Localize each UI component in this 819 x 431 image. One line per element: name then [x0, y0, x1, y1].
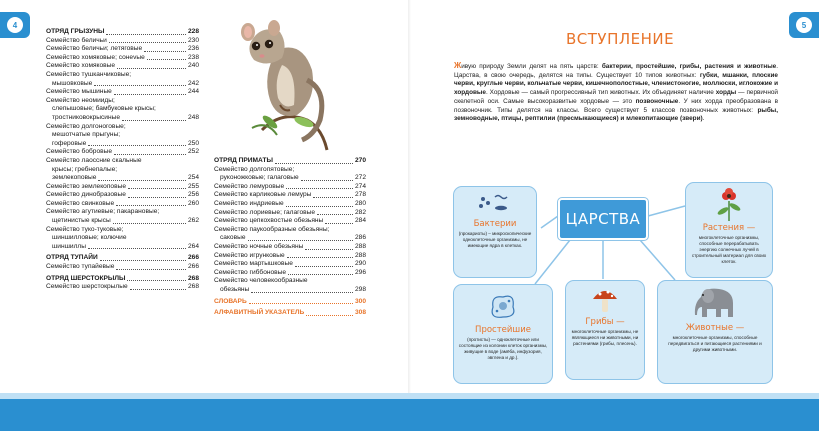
toc-entry-title: Семейство гиббоновые: [214, 268, 287, 276]
page-number-left: 4: [7, 17, 23, 33]
toc-entry: [214, 260, 366, 269]
kingdoms-center-title: ЦАРСТВА: [558, 198, 648, 240]
toc-entry-page: 282: [354, 208, 366, 216]
page-number-tab-right: [789, 12, 819, 38]
intro-bold-term: рыбы, земноводные, птицы, рептилии (пресмыкающиеся) и млекопитающие (звери): [454, 106, 778, 123]
intro-bold-term: позвоночные: [635, 97, 679, 105]
toc-entry-line: Семейство паукообразные обезьяны;: [214, 225, 330, 233]
toc-dot-leader: [114, 154, 186, 155]
toc-dot-leader: [313, 197, 353, 198]
intro-paragraph: [454, 62, 778, 124]
toc-entry-title: Семейство индриевые: [214, 199, 284, 207]
toc-entry-line: Семейство долгопятовые;: [214, 165, 295, 173]
toc-entry: [46, 254, 199, 263]
toc-entry-page: 254: [187, 174, 199, 182]
toc-entry-page: 242: [187, 79, 199, 87]
toc-dot-leader: [288, 274, 353, 275]
toc-dot-leader: [116, 269, 186, 270]
protists-description: (протисты) — одноклеточные или состоящие из колонии клеток организмы, живущие в воде (амёба, инфузория, эвглена и др.).: [458, 337, 548, 360]
toc-entry-page: 262: [187, 217, 199, 225]
toc-entry-title: Семейство лемуровые: [214, 182, 285, 190]
intro-text-segment: . Царства, в свою очередь, делятся на типы. Существует 10 типов животных:: [454, 63, 778, 79]
toc-entry-title: ОТРЯД ГРЫЗУНЫ: [46, 28, 105, 35]
intro-text-segment: ивую природу Земли делят на пять царств:: [461, 63, 602, 70]
toc-entry-page: 298: [354, 285, 366, 293]
toc-entry-title: АЛФАВИТНЫЙ УКАЗАТЕЛЬ: [214, 309, 305, 317]
toc-entry-page: 240: [187, 62, 199, 70]
toc-dot-leader: [306, 315, 353, 316]
toc-entry: [214, 298, 366, 307]
table-of-contents-right: [214, 157, 366, 318]
toc-entry-title: Семейство шерстокрылые: [46, 283, 128, 291]
toc-entry-page: 252: [187, 148, 199, 156]
toc-dot-leader: [98, 180, 186, 181]
toc-entry-page: 300: [354, 297, 366, 305]
toc-entry-page: 266: [187, 263, 199, 271]
toc-entry-title: Семейство хомяковые: [46, 62, 116, 70]
toc-entry-title: Семейство цепкохвостые обезьяны: [214, 217, 324, 225]
toc-entry-page: 248: [187, 113, 199, 121]
toc-entry: [46, 174, 199, 183]
toc-entry-title: Семейство бобровые: [46, 148, 113, 156]
toc-entry-page: 268: [187, 274, 199, 282]
toc-entry-title: саковые: [220, 234, 246, 242]
toc-entry: [214, 217, 366, 226]
toc-entry: [46, 88, 199, 97]
toc-entry-page: 284: [354, 217, 366, 225]
toc-dot-leader: [88, 248, 186, 249]
toc-entry-line: Семейство туко-туковые;: [46, 225, 124, 233]
page-gutter: [408, 0, 411, 393]
footer-band: [0, 399, 819, 431]
toc-entry: [214, 243, 366, 252]
toc-entry-line: Семейство агутиевые; пакарановые;: [46, 208, 160, 216]
toc-entry-title: ОТРЯД ТУПАЙИ: [46, 254, 98, 262]
toc-entry-title: тростниковокрысиные: [52, 113, 121, 121]
toc-entry-title: Семейство игрунковые: [214, 251, 285, 259]
toc-entry-title: Семейство лориевые; галаговые: [214, 208, 316, 216]
toc-entry-title: Семейство беличьи: [46, 36, 107, 44]
toc-entry: [214, 234, 366, 243]
toc-dot-leader: [130, 289, 186, 290]
toc-entry-page: 288: [354, 251, 366, 259]
toc-entry-page: 296: [354, 268, 366, 276]
intro-text-segment: .: [702, 115, 705, 123]
toc-dot-leader: [317, 214, 353, 215]
toc-entry-page: 290: [354, 260, 366, 268]
toc-entry-line: шиншилловые; колючие: [52, 234, 127, 242]
mushroom-icon: [589, 285, 621, 315]
toc-entry-page: 236: [187, 45, 199, 53]
toc-entry: [46, 275, 199, 284]
toc-entry-page: 270: [354, 157, 366, 164]
intro-text-segment: . Хордовые — самый прогрессивный тип животных. Их объединяет наличие: [485, 89, 716, 97]
toc-entry-title: Семейство карликовые лемуры: [214, 191, 312, 199]
toc-dot-leader: [122, 120, 186, 121]
toc-entry-page: 228: [187, 28, 199, 35]
toc-dot-leader: [100, 260, 186, 261]
intro-text-segment: . У них хорда преобразована в позвоночник. Типы делятся на классы. Всего существует 5 классов позвоночных животных:: [454, 97, 778, 114]
possum-illustration: [222, 10, 332, 155]
toc-entry: [46, 217, 199, 226]
toc-entry-page: 230: [187, 36, 199, 44]
toc-dot-leader: [251, 292, 353, 293]
toc-entry: [46, 28, 199, 37]
toc-entry-title: шиншиллы: [52, 242, 87, 250]
kingdom-card-animals: [657, 280, 773, 384]
toc-entry-page: 286: [354, 234, 366, 242]
toc-entry-page: 244: [187, 88, 199, 96]
toc-entry-title: ОТРЯД ШЕРСТОКРЫЛЫ: [46, 274, 126, 282]
toc-dot-leader: [325, 223, 353, 224]
toc-entry-title: землекоповые: [52, 174, 97, 182]
toc-dot-leader: [286, 206, 353, 207]
toc-entry-page: 250: [187, 139, 199, 147]
kingdoms-diagram: [445, 176, 785, 386]
toc-entry: [46, 191, 199, 200]
toc-dot-leader: [301, 180, 353, 181]
toc-entry-page: 278: [354, 191, 366, 199]
toc-entry-line: слепышовые; бамбуковые крысы;: [52, 105, 156, 113]
plants-name: Растения —: [702, 223, 756, 233]
protist-icon: [483, 289, 523, 323]
toc-entry: [46, 37, 199, 46]
toc-entry-page: 238: [187, 53, 199, 61]
plants-description: многоклеточные организмы, способные перерабатывать энергию солнечных лучей в строительный материал для своих клеток.: [691, 235, 767, 264]
toc-dot-leader: [109, 42, 186, 43]
animals-name: Животные —: [685, 323, 745, 333]
toc-dot-leader: [94, 85, 186, 86]
toc-entry-page: 260: [187, 199, 199, 207]
bacteria-icon: [475, 191, 515, 217]
kingdom-card-fungi: [565, 280, 645, 380]
toc-entry-title: Семейство хомяковые; сонevые: [46, 53, 145, 61]
toc-entry-page: 255: [187, 182, 199, 190]
elephant-icon: [691, 285, 739, 321]
toc-entry-page: 256: [187, 191, 199, 199]
toc-entry-title: руконожковые; галаговые: [220, 174, 299, 182]
toc-entry: [46, 243, 199, 252]
toc-dot-leader: [275, 163, 353, 164]
kingdom-card-plants: [685, 182, 773, 278]
toc-entry-line: Семейство тушканчиковые;: [46, 70, 132, 78]
intro-bold-term: хорды: [715, 89, 737, 97]
toc-entry: [214, 174, 366, 183]
intro-text-segment: — первичной скелетной оси. Самые высокоразвитые хордовые — это: [454, 89, 778, 105]
kingdom-card-bacteria: [453, 186, 537, 278]
toc-entry: [214, 209, 366, 218]
toc-entry: [46, 114, 199, 123]
bacteria-name: Бактерии: [473, 219, 517, 229]
toc-entry: [46, 263, 199, 272]
toc-entry-page: 308: [354, 309, 366, 317]
toc-entry: [46, 45, 199, 54]
table-of-contents-left: [46, 28, 199, 292]
toc-dot-leader: [128, 197, 186, 198]
toc-dot-leader: [287, 257, 353, 258]
toc-entry-title: Семейство беличьи; летяговые: [46, 45, 143, 53]
page-number-right: 5: [796, 17, 812, 33]
toc-entry-title: Семейство ночные обезьяны: [214, 242, 304, 250]
toc-entry-line: Семейство неомииды;: [46, 96, 115, 104]
toc-entry: [214, 309, 366, 318]
animals-description: многоклеточные организмы, способные передвигаться и питающиеся растениями и другими животными.: [668, 335, 762, 352]
toc-entry: [46, 80, 199, 89]
toc-entry-title: СЛОВАРЬ: [214, 297, 247, 305]
toc-dot-leader: [144, 51, 186, 52]
drop-cap: Ж: [454, 61, 462, 70]
toc-dot-leader: [286, 188, 353, 189]
toc-dot-leader: [88, 145, 186, 146]
toc-dot-leader: [127, 280, 186, 281]
toc-entry-line: Семейство лаоссние скальные: [46, 156, 142, 164]
toc-entry: [214, 191, 366, 200]
intro-title: ВСТУПЛЕНИЕ: [566, 30, 675, 48]
toc-entry-title: Семейство мышиные: [46, 88, 112, 96]
toc-entry: [214, 200, 366, 209]
toc-entry: [46, 148, 199, 157]
toc-entry-page: 274: [354, 182, 366, 190]
intro-bold-term: бактерии, простейшие, грибы, растения и животные: [601, 63, 777, 70]
toc-entry-line: крысы; гребнепалые;: [52, 165, 118, 173]
toc-entry-page: 268: [187, 283, 199, 291]
toc-entry-line: Семейство человекообразные: [214, 277, 308, 285]
toc-dot-leader: [295, 266, 353, 267]
bacteria-description: (прокариоты) – микроскопические одноклеточные организмы, не имеющие ядра в клетках.: [458, 231, 532, 248]
toc-entry: [46, 62, 199, 71]
toc-entry: [214, 157, 366, 166]
toc-entry-page: 266: [187, 254, 199, 262]
toc-entry-title: щетинистые крысы: [52, 217, 111, 225]
toc-dot-leader: [116, 205, 186, 206]
toc-entry-title: Семейство свинковые: [46, 199, 115, 207]
toc-entry-line: Семейство долгоноговые;: [46, 122, 126, 130]
toc-entry-title: гоферовые: [52, 139, 87, 147]
toc-entry-title: Семейство тупайевые: [46, 263, 115, 271]
toc-dot-leader: [106, 34, 186, 35]
toc-entry-page: 272: [354, 174, 366, 182]
toc-dot-leader: [305, 249, 353, 250]
toc-dot-leader: [128, 188, 186, 189]
toc-entry: [46, 283, 199, 292]
toc-entry-title: Семейство динобразовые: [46, 191, 126, 199]
toc-entry-page: 280: [354, 199, 366, 207]
toc-entry-title: Семейство землекоповые: [46, 182, 126, 190]
flower-icon: [709, 187, 749, 221]
protists-name: Простейшие: [475, 325, 531, 335]
toc-entry: [214, 252, 366, 261]
kingdom-card-protists: [453, 284, 553, 384]
intro-bold-term: губки, мшанки, плоские черви, круглые черви, кольчатые черви, кишечнополостные, членистоногие, моллюски, иглокожие и хордовые: [454, 71, 778, 97]
toc-dot-leader: [113, 223, 186, 224]
toc-entry-title: Семейство мартышковые: [214, 260, 293, 268]
fungi-name: Грибы —: [585, 317, 625, 327]
toc-entry-page: 264: [187, 242, 199, 250]
toc-entry-title: мышовковые: [52, 79, 93, 87]
toc-dot-leader: [147, 59, 186, 60]
toc-entry-title: обезьяны: [220, 285, 250, 293]
toc-entry: [46, 183, 199, 192]
toc-dot-leader: [249, 303, 353, 304]
fungi-description: многоклеточные организмы, не являющиеся ни животными, ни растениями (грибы, плесень).: [571, 329, 639, 346]
page-number-tab-left: [0, 12, 30, 38]
toc-entry-title: ОТРЯД ПРИМАТЫ: [214, 157, 273, 164]
toc-dot-leader: [114, 94, 186, 95]
toc-dot-leader: [117, 68, 186, 69]
toc-entry: [214, 286, 366, 295]
toc-entry-page: 288: [354, 242, 366, 250]
toc-dot-leader: [248, 240, 353, 241]
toc-entry-line: мешотчатые прыгуны;: [52, 131, 121, 139]
